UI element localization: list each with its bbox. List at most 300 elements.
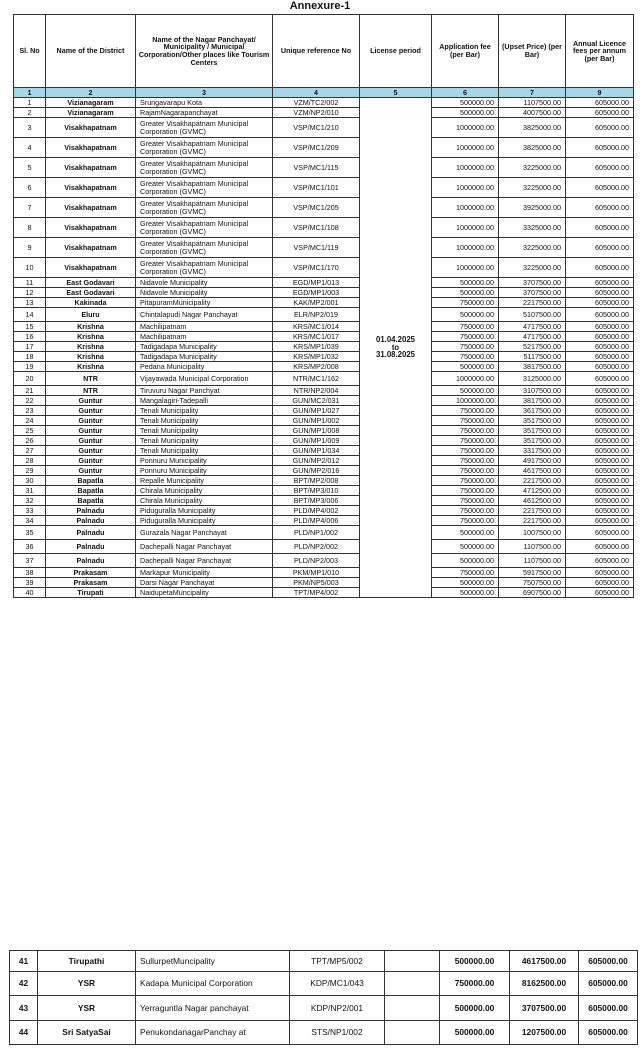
column-number: 1 bbox=[14, 88, 46, 98]
row-annual-fee: 605000.00 bbox=[566, 436, 634, 446]
row-sl-no: 12 bbox=[14, 288, 46, 298]
table-row bbox=[14, 516, 634, 526]
header-annual-fee: Annual Licence fees per annum (per Bar) bbox=[566, 15, 634, 88]
table-row bbox=[14, 496, 634, 506]
row-application-fee: 1000000.00 bbox=[432, 198, 499, 218]
column-number: 6 bbox=[432, 88, 499, 98]
table-row bbox=[14, 436, 634, 446]
row-sl-no: 36 bbox=[14, 540, 46, 554]
row-annual-fee: 605000.00 bbox=[566, 362, 634, 372]
row-place: Pedana Municipality bbox=[136, 362, 273, 372]
row-sl-no: 9 bbox=[14, 238, 46, 258]
table-row bbox=[14, 426, 634, 436]
table-row bbox=[14, 288, 634, 298]
row-district: Guntur bbox=[46, 426, 136, 436]
table-row bbox=[14, 258, 634, 278]
row-application-fee: 750000.00 bbox=[432, 506, 499, 516]
row-annual-fee: 605000.00 bbox=[566, 568, 634, 578]
row-annual-fee: 605000.00 bbox=[566, 342, 634, 352]
row-place: Tadigadapa Municipality bbox=[136, 342, 273, 352]
row-reference: PLD/NP1/002 bbox=[273, 526, 360, 540]
row-upset-price: 1207500.00 bbox=[510, 1021, 579, 1045]
row-district: Sri SatyaSai bbox=[38, 1021, 136, 1045]
row-district: Bapatla bbox=[46, 486, 136, 496]
header-district: Name of the District bbox=[46, 15, 136, 88]
row-application-fee: 1000000.00 bbox=[432, 372, 499, 386]
row-reference: KDP/MC1/043 bbox=[290, 972, 385, 996]
row-reference: GUN/MP1/034 bbox=[273, 446, 360, 456]
table-row bbox=[14, 486, 634, 496]
row-district: Palnadu bbox=[46, 506, 136, 516]
row-upset-price: 8162500.00 bbox=[510, 972, 579, 996]
table-row bbox=[14, 466, 634, 476]
row-district: NTR bbox=[46, 372, 136, 386]
row-application-fee: 1000000.00 bbox=[432, 396, 499, 406]
row-upset-price: 4712500.00 bbox=[499, 486, 566, 496]
row-sl-no: 38 bbox=[14, 568, 46, 578]
header-license-period: License period bbox=[360, 15, 432, 88]
row-district: Tirupati bbox=[46, 588, 136, 598]
column-number: 4 bbox=[273, 88, 360, 98]
row-reference: VSP/MC1/101 bbox=[273, 178, 360, 198]
row-sl-no: 11 bbox=[14, 278, 46, 288]
row-sl-no: 16 bbox=[14, 332, 46, 342]
row-annual-fee: 605000.00 bbox=[566, 588, 634, 598]
row-reference: PLD/MP4/002 bbox=[273, 506, 360, 516]
row-reference: KRS/MC1/017 bbox=[273, 332, 360, 342]
row-application-fee: 500000.00 bbox=[432, 362, 499, 372]
row-reference: PLD/MP4/006 bbox=[273, 516, 360, 526]
row-place: Tadigadapa Municipality bbox=[136, 352, 273, 362]
row-place: Tenali Municipality bbox=[136, 426, 273, 436]
row-application-fee: 500000.00 bbox=[432, 554, 499, 568]
row-upset-price: 5107500.00 bbox=[499, 308, 566, 322]
row-reference: GUN/MP1/002 bbox=[273, 416, 360, 426]
row-upset-price: 3825000.00 bbox=[499, 138, 566, 158]
row-place: Tenali Municipality bbox=[136, 406, 273, 416]
row-reference: GUN/MP1/008 bbox=[273, 426, 360, 436]
row-annual-fee: 605000.00 bbox=[579, 972, 638, 996]
row-sl-no: 10 bbox=[14, 258, 46, 278]
row-application-fee: 750000.00 bbox=[432, 322, 499, 332]
row-application-fee: 1000000.00 bbox=[432, 218, 499, 238]
table-row bbox=[14, 526, 634, 540]
row-district: Guntur bbox=[46, 406, 136, 416]
row-reference: VSP/MC1/205 bbox=[273, 198, 360, 218]
row-upset-price: 3617500.00 bbox=[499, 406, 566, 416]
table-row bbox=[14, 198, 634, 218]
row-reference: KRS/MC1/014 bbox=[273, 322, 360, 332]
row-annual-fee: 605000.00 bbox=[566, 506, 634, 516]
row-sl-no: 7 bbox=[14, 198, 46, 218]
row-place: Greater Visakhapatnam Municipal Corporation (GVMC) bbox=[136, 178, 273, 198]
row-district: Visakhapatnam bbox=[46, 198, 136, 218]
row-place: Kadapa Municipal Corporation bbox=[136, 972, 290, 996]
row-upset-price: 1107500.00 bbox=[499, 554, 566, 568]
row-sl-no: 8 bbox=[14, 218, 46, 238]
row-application-fee: 1000000.00 bbox=[432, 258, 499, 278]
table-row bbox=[14, 446, 634, 456]
row-reference: GUN/MP2/012 bbox=[273, 456, 360, 466]
row-sl-no: 2 bbox=[14, 108, 46, 118]
row-district: Eluru bbox=[46, 308, 136, 322]
row-place: Ponnuru Municipality bbox=[136, 466, 273, 476]
row-application-fee: 750000.00 bbox=[432, 446, 499, 456]
row-reference: KRS/MP1/039 bbox=[273, 342, 360, 352]
row-upset-price: 4612500.00 bbox=[499, 496, 566, 506]
row-district: Palnadu bbox=[46, 516, 136, 526]
row-sl-no: 24 bbox=[14, 416, 46, 426]
row-sl-no: 31 bbox=[14, 486, 46, 496]
row-sl-no: 5 bbox=[14, 158, 46, 178]
row-annual-fee: 605000.00 bbox=[566, 486, 634, 496]
row-upset-price: 5117500.00 bbox=[499, 352, 566, 362]
row-application-fee: 500000.00 bbox=[432, 526, 499, 540]
row-place: Piduguralla Municipality bbox=[136, 506, 273, 516]
license-period-cell bbox=[360, 98, 432, 598]
row-annual-fee: 605000.00 bbox=[566, 396, 634, 406]
row-district: Guntur bbox=[46, 396, 136, 406]
table-row bbox=[14, 362, 634, 372]
row-annual-fee: 605000.00 bbox=[566, 308, 634, 322]
table-row bbox=[14, 416, 634, 426]
row-district: Krishna bbox=[46, 352, 136, 362]
row-place: Nidavole Municipality bbox=[136, 288, 273, 298]
row-place: Machilipatnam bbox=[136, 332, 273, 342]
table-row bbox=[14, 476, 634, 486]
license-table-continued-body bbox=[10, 951, 638, 1045]
table-row bbox=[14, 406, 634, 416]
row-sl-no: 13 bbox=[14, 298, 46, 308]
row-upset-price: 3317500.00 bbox=[499, 446, 566, 456]
row-application-fee: 750000.00 bbox=[432, 332, 499, 342]
table-row bbox=[14, 118, 634, 138]
row-district: East Godavari bbox=[46, 278, 136, 288]
row-place: Srungavarapu Kota bbox=[136, 98, 273, 108]
row-sl-no: 41 bbox=[10, 951, 38, 972]
row-place: Chirala Municipality bbox=[136, 496, 273, 506]
table-row bbox=[14, 178, 634, 198]
row-application-fee: 500000.00 bbox=[440, 996, 510, 1021]
row-upset-price: 4007500.00 bbox=[499, 108, 566, 118]
row-annual-fee: 605000.00 bbox=[566, 158, 634, 178]
row-upset-price: 5917500.00 bbox=[499, 568, 566, 578]
row-application-fee: 750000.00 bbox=[432, 466, 499, 476]
row-place: PenukondanagarPanchay at bbox=[136, 1021, 290, 1045]
row-sl-no: 34 bbox=[14, 516, 46, 526]
row-upset-price: 3225000.00 bbox=[499, 238, 566, 258]
row-application-fee: 750000.00 bbox=[432, 476, 499, 486]
row-sl-no: 14 bbox=[14, 308, 46, 322]
row-upset-price: 4617500.00 bbox=[499, 466, 566, 476]
row-upset-price: 5217500.00 bbox=[499, 342, 566, 352]
row-annual-fee: 605000.00 bbox=[566, 554, 634, 568]
row-sl-no: 26 bbox=[14, 436, 46, 446]
row-annual-fee: 605000.00 bbox=[566, 138, 634, 158]
license-period-from: 01.04.2025 bbox=[375, 335, 416, 345]
table-row bbox=[14, 540, 634, 554]
row-district: Guntur bbox=[46, 466, 136, 476]
row-sl-no: 3 bbox=[14, 118, 46, 138]
header-sl-no: Sl. No bbox=[14, 15, 46, 88]
column-number: 9 bbox=[566, 88, 634, 98]
row-district: Palnadu bbox=[46, 540, 136, 554]
row-annual-fee: 605000.00 bbox=[566, 526, 634, 540]
row-upset-price: 3925000.00 bbox=[499, 198, 566, 218]
row-reference: PLD/NP2/002 bbox=[273, 540, 360, 554]
row-sl-no: 30 bbox=[14, 476, 46, 486]
row-reference: GUN/MP1/009 bbox=[273, 436, 360, 446]
row-place: Darsi Nagar Panchayat bbox=[136, 578, 273, 588]
table-row bbox=[14, 372, 634, 386]
row-reference: KAK/MP2/001 bbox=[273, 298, 360, 308]
row-sl-no: 33 bbox=[14, 506, 46, 516]
row-annual-fee: 605000.00 bbox=[566, 238, 634, 258]
row-annual-fee: 605000.00 bbox=[566, 406, 634, 416]
row-district: Bapatla bbox=[46, 476, 136, 486]
row-district: Visakhapatnam bbox=[46, 118, 136, 138]
header-place: Name of the Nagar Panchayat/ Municipality / Municipal Corporation/Other places like Tourism Centers bbox=[136, 15, 273, 88]
row-place: Vijayawada Municipal Corporation bbox=[136, 372, 273, 386]
row-reference: KRS/MP1/032 bbox=[273, 352, 360, 362]
table-row bbox=[10, 996, 638, 1021]
row-application-fee: 750000.00 bbox=[432, 426, 499, 436]
row-reference: BPT/MP3/010 bbox=[273, 486, 360, 496]
row-place: Repalle Municipality bbox=[136, 476, 273, 486]
table-row bbox=[14, 456, 634, 466]
row-upset-price: 4917500.00 bbox=[499, 456, 566, 466]
row-reference: VSP/MC1/209 bbox=[273, 138, 360, 158]
row-district: Visakhapatnam bbox=[46, 158, 136, 178]
column-number: 7 bbox=[499, 88, 566, 98]
row-sl-no: 20 bbox=[14, 372, 46, 386]
row-sl-no: 27 bbox=[14, 446, 46, 456]
table-row bbox=[14, 298, 634, 308]
table-row bbox=[14, 218, 634, 238]
row-place: Piduguralla Municipality bbox=[136, 516, 273, 526]
row-reference: GUN/MC2/031 bbox=[273, 396, 360, 406]
row-application-fee: 500000.00 bbox=[432, 278, 499, 288]
row-place: SullurpetMuncipality bbox=[136, 951, 290, 972]
row-district: YSR bbox=[38, 972, 136, 996]
row-district: Guntur bbox=[46, 416, 136, 426]
row-sl-no: 28 bbox=[14, 456, 46, 466]
row-upset-price: 4717500.00 bbox=[499, 322, 566, 332]
row-place: Tenali Municipality bbox=[136, 416, 273, 426]
row-annual-fee: 605000.00 bbox=[566, 456, 634, 466]
table-row bbox=[14, 278, 634, 288]
row-reference: VZM/NP2/010 bbox=[273, 108, 360, 118]
row-annual-fee: 605000.00 bbox=[579, 996, 638, 1021]
row-district: Prakasam bbox=[46, 568, 136, 578]
row-sl-no: 42 bbox=[10, 972, 38, 996]
table-row bbox=[14, 352, 634, 362]
row-application-fee: 750000.00 bbox=[432, 436, 499, 446]
row-sl-no: 18 bbox=[14, 352, 46, 362]
row-upset-price: 1107500.00 bbox=[499, 540, 566, 554]
row-annual-fee: 605000.00 bbox=[566, 416, 634, 426]
row-sl-no: 25 bbox=[14, 426, 46, 436]
row-place: Greater Visakhapatnam Municipal Corporation (GVMC) bbox=[136, 218, 273, 238]
row-district: Visakhapatnam bbox=[46, 238, 136, 258]
row-application-fee: 500000.00 bbox=[432, 98, 499, 108]
column-number: 3 bbox=[136, 88, 273, 98]
row-annual-fee: 605000.00 bbox=[566, 118, 634, 138]
header-reference: Unique reference No bbox=[273, 15, 360, 88]
row-reference: KDP/NP2/001 bbox=[290, 996, 385, 1021]
row-place: Tiruvuru Nagar Panchyat bbox=[136, 386, 273, 396]
row-place: Greater Visakhapatnam Municipal Corporation (GVMC) bbox=[136, 138, 273, 158]
row-application-fee: 750000.00 bbox=[432, 456, 499, 466]
row-district: YSR bbox=[38, 996, 136, 1021]
row-place: Chirala Municipality bbox=[136, 486, 273, 496]
row-annual-fee: 605000.00 bbox=[566, 476, 634, 486]
row-annual-fee: 605000.00 bbox=[566, 98, 634, 108]
row-annual-fee: 605000.00 bbox=[566, 446, 634, 456]
table-row bbox=[14, 322, 634, 332]
row-annual-fee: 605000.00 bbox=[566, 108, 634, 118]
row-annual-fee: 605000.00 bbox=[566, 352, 634, 362]
row-sl-no: 39 bbox=[14, 578, 46, 588]
header-application-fee: Application fee (per Bar) bbox=[432, 15, 499, 88]
row-application-fee: 500000.00 bbox=[440, 1021, 510, 1045]
row-application-fee: 750000.00 bbox=[432, 516, 499, 526]
row-reference: EGD/MP1/013 bbox=[273, 278, 360, 288]
row-application-fee: 750000.00 bbox=[432, 298, 499, 308]
row-reference: BPT/MP3/006 bbox=[273, 496, 360, 506]
row-sl-no: 32 bbox=[14, 496, 46, 506]
table-row bbox=[14, 588, 634, 598]
row-place: Nidavole Municipality bbox=[136, 278, 273, 288]
table-row bbox=[14, 578, 634, 588]
row-reference: VSP/MC1/119 bbox=[273, 238, 360, 258]
row-sl-no: 40 bbox=[14, 588, 46, 598]
table-row bbox=[14, 98, 634, 108]
table-row bbox=[14, 568, 634, 578]
row-upset-price: 7507500.00 bbox=[499, 578, 566, 588]
row-license-period-empty bbox=[385, 996, 440, 1021]
license-table bbox=[13, 14, 634, 598]
row-annual-fee: 605000.00 bbox=[566, 278, 634, 288]
row-district: Visakhapatnam bbox=[46, 138, 136, 158]
row-upset-price: 3817500.00 bbox=[499, 362, 566, 372]
row-district: Guntur bbox=[46, 436, 136, 446]
license-table-continued bbox=[9, 950, 638, 1045]
row-upset-price: 3817500.00 bbox=[499, 396, 566, 406]
row-place: PitapuramMunicipality bbox=[136, 298, 273, 308]
row-district: Krishna bbox=[46, 342, 136, 352]
row-sl-no: 44 bbox=[10, 1021, 38, 1045]
row-district: Kakinada bbox=[46, 298, 136, 308]
row-annual-fee: 605000.00 bbox=[566, 426, 634, 436]
row-district: Krishna bbox=[46, 332, 136, 342]
row-district: Guntur bbox=[46, 446, 136, 456]
row-sl-no: 15 bbox=[14, 322, 46, 332]
row-license-period-empty bbox=[385, 1021, 440, 1045]
row-reference: VZM/TC2/002 bbox=[273, 98, 360, 108]
row-annual-fee: 605000.00 bbox=[566, 578, 634, 588]
row-place: Tenali Municipality bbox=[136, 446, 273, 456]
row-place: RajamNagarapanchayat bbox=[136, 108, 273, 118]
row-annual-fee: 605000.00 bbox=[566, 322, 634, 332]
row-sl-no: 17 bbox=[14, 342, 46, 352]
row-district: Palnadu bbox=[46, 554, 136, 568]
license-table-body bbox=[14, 98, 634, 598]
row-license-period-empty bbox=[385, 951, 440, 972]
row-application-fee: 500000.00 bbox=[440, 951, 510, 972]
row-upset-price: 1007500.00 bbox=[499, 526, 566, 540]
column-number: 5 bbox=[360, 88, 432, 98]
row-reference: NTR/NP2/004 bbox=[273, 386, 360, 396]
row-reference: BPT/MP2/008 bbox=[273, 476, 360, 486]
row-sl-no: 1 bbox=[14, 98, 46, 108]
row-upset-price: 3325000.00 bbox=[499, 218, 566, 238]
row-district: Visakhapatnam bbox=[46, 178, 136, 198]
row-upset-price: 2217500.00 bbox=[499, 298, 566, 308]
row-place: NaidupetaMuncipality bbox=[136, 588, 273, 598]
row-application-fee: 750000.00 bbox=[432, 568, 499, 578]
row-place: Greater Visakhapatnam Municipal Corporation (GVMC) bbox=[136, 238, 273, 258]
row-application-fee: 1000000.00 bbox=[432, 238, 499, 258]
row-place: Dachepalli Nagar Panchayat bbox=[136, 554, 273, 568]
row-reference: VSP/MC1/115 bbox=[273, 158, 360, 178]
row-license-period-empty bbox=[385, 972, 440, 996]
row-sl-no: 19 bbox=[14, 362, 46, 372]
row-place: Greater Visakhapatnam Municipal Corporation (GVMC) bbox=[136, 158, 273, 178]
row-application-fee: 750000.00 bbox=[432, 496, 499, 506]
row-application-fee: 500000.00 bbox=[432, 108, 499, 118]
row-annual-fee: 605000.00 bbox=[566, 516, 634, 526]
row-district: Krishna bbox=[46, 362, 136, 372]
table-row bbox=[10, 1021, 638, 1045]
row-upset-price: 6907500.00 bbox=[499, 588, 566, 598]
row-application-fee: 750000.00 bbox=[432, 342, 499, 352]
row-place: Greater Visakhapatnam Municipal Corporation (GVMC) bbox=[136, 118, 273, 138]
row-reference: GUN/MP1/027 bbox=[273, 406, 360, 416]
row-upset-price: 2217500.00 bbox=[499, 476, 566, 486]
row-place: Chintalapudi Nagar Panchayat bbox=[136, 308, 273, 322]
row-district: Guntur bbox=[46, 456, 136, 466]
header-row bbox=[14, 15, 634, 88]
row-annual-fee: 605000.00 bbox=[579, 1021, 638, 1045]
table-row bbox=[14, 158, 634, 178]
row-sl-no: 22 bbox=[14, 396, 46, 406]
row-annual-fee: 605000.00 bbox=[566, 386, 634, 396]
row-reference: VSP/MC1/210 bbox=[273, 118, 360, 138]
row-annual-fee: 605000.00 bbox=[566, 298, 634, 308]
license-period-to-word: to bbox=[391, 342, 400, 352]
row-reference: EGD/MP1/003 bbox=[273, 288, 360, 298]
row-place: Mangalagiri-Tadepalli bbox=[136, 396, 273, 406]
row-annual-fee: 605000.00 bbox=[566, 540, 634, 554]
row-sl-no: 29 bbox=[14, 466, 46, 476]
row-sl-no: 35 bbox=[14, 526, 46, 540]
row-reference: GUN/MP2/016 bbox=[273, 466, 360, 476]
row-application-fee: 750000.00 bbox=[440, 972, 510, 996]
row-upset-price: 3707500.00 bbox=[510, 996, 579, 1021]
row-application-fee: 1000000.00 bbox=[432, 158, 499, 178]
table-row bbox=[14, 342, 634, 352]
row-annual-fee: 605000.00 bbox=[566, 372, 634, 386]
table-row bbox=[10, 972, 638, 996]
row-sl-no: 21 bbox=[14, 386, 46, 396]
table-row bbox=[14, 386, 634, 396]
row-place: Machilipatnam bbox=[136, 322, 273, 332]
row-place: Ponnuru Municipality bbox=[136, 456, 273, 466]
document-title: Annexure-1 bbox=[289, 0, 351, 12]
table-row bbox=[14, 506, 634, 516]
row-annual-fee: 605000.00 bbox=[566, 258, 634, 278]
